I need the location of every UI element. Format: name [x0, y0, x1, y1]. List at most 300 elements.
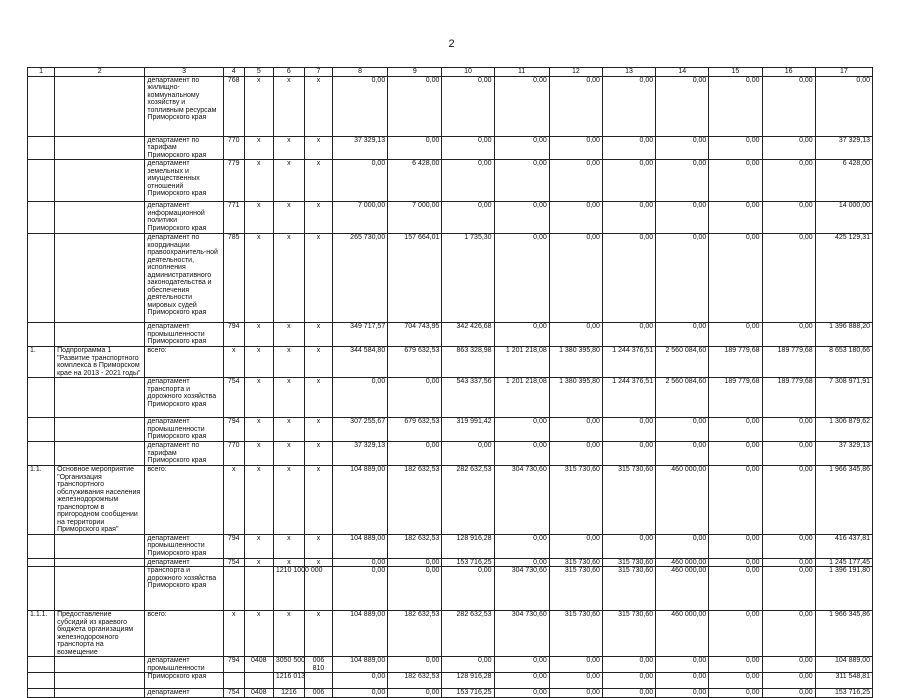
header-cell: 9	[388, 68, 442, 77]
amount-col-10: 1 735,30	[442, 234, 494, 323]
amount-col-15: 0,00	[709, 466, 762, 535]
amount-col-10: 128 916,28	[442, 534, 494, 558]
amount-col-13: 0,00	[602, 657, 655, 673]
row-number	[28, 657, 55, 673]
rzpr-code: х	[244, 466, 273, 535]
rzpr-code: 0408	[244, 689, 273, 698]
amount-col-16: 0,00	[762, 657, 815, 673]
amount-col-13: 0,00	[602, 160, 655, 202]
csr-code: х	[273, 466, 304, 535]
amount-col-11: 0,00	[494, 673, 549, 689]
amount-col-12: 0,00	[549, 76, 602, 136]
amount-col-9: 0,00	[388, 136, 442, 160]
program-name	[55, 136, 145, 160]
amount-col-12: 0,00	[549, 160, 602, 202]
program-name	[55, 323, 145, 347]
grbs-code: 794	[223, 323, 244, 347]
amount-col-13: 0,00	[602, 202, 655, 234]
vr-code: 006 810	[304, 657, 332, 673]
amount-col-15: 189 779,68	[709, 347, 762, 378]
amount-col-8: 7 000,00	[333, 202, 388, 234]
vr-code: х	[304, 202, 332, 234]
grbs-code: х	[223, 347, 244, 378]
amount-col-13: 0,00	[602, 418, 655, 442]
amount-col-14: 460 000,00	[656, 558, 709, 567]
amount-col-14: 0,00	[656, 673, 709, 689]
csr-code: х	[273, 534, 304, 558]
amount-col-11: 0,00	[494, 234, 549, 323]
rzpr-code: х	[244, 558, 273, 567]
amount-col-8: 104 889,00	[333, 466, 388, 535]
header-cell: 10	[442, 68, 494, 77]
amount-col-11: 1 201 218,08	[494, 347, 549, 378]
amount-col-14: 0,00	[656, 76, 709, 136]
amount-col-15: 0,00	[709, 673, 762, 689]
amount-col-9: 0,00	[388, 442, 442, 466]
amount-col-9: 182 632,53	[388, 534, 442, 558]
vr-code: х	[304, 418, 332, 442]
header-row	[28, 68, 873, 77]
program-name: Предоставление субсидий из краевого бюджета организациям железнодорожного транспорта на возмещение	[55, 611, 145, 657]
executor: департамент транспорта и дорожного хозяйства Приморского края	[145, 378, 223, 418]
rzpr-code	[244, 567, 273, 611]
program-name	[55, 418, 145, 442]
amount-col-17: 37 329,13	[815, 442, 872, 466]
program-name	[55, 673, 145, 689]
amount-col-12: 315 730,60	[549, 558, 602, 567]
csr-code: 1210 1000 000	[273, 567, 304, 611]
table-row	[28, 567, 873, 611]
table-row	[28, 202, 873, 234]
amount-col-14: 460 000,00	[656, 466, 709, 535]
executor: транспорта и дорожного хозяйства Приморского края	[145, 567, 223, 611]
amount-col-16: 0,00	[762, 689, 815, 698]
amount-col-12: 0,00	[549, 323, 602, 347]
table-row	[28, 323, 873, 347]
amount-col-14: 0,00	[656, 202, 709, 234]
amount-col-10: 282 632,53	[442, 466, 494, 535]
amount-col-8: 0,00	[333, 76, 388, 136]
vr-code: х	[304, 378, 332, 418]
table-row	[28, 466, 873, 535]
executor: департамент по жилищно-коммунальному хозяйству и топливным ресурсам Приморского края	[145, 76, 223, 136]
amount-col-9: 0,00	[388, 689, 442, 698]
amount-col-16: 0,00	[762, 234, 815, 323]
amount-col-12: 315 730,60	[549, 611, 602, 657]
program-name	[55, 160, 145, 202]
amount-col-16: 0,00	[762, 466, 815, 535]
amount-col-15: 0,00	[709, 534, 762, 558]
grbs-code: 771	[223, 202, 244, 234]
grbs-code: 770	[223, 442, 244, 466]
amount-col-13: 0,00	[602, 323, 655, 347]
amount-col-17: 7 308 971,91	[815, 378, 872, 418]
amount-col-12: 0,00	[549, 202, 602, 234]
amount-col-11: 0,00	[494, 136, 549, 160]
amount-col-8: 265 730,00	[333, 234, 388, 323]
rzpr-code: х	[244, 418, 273, 442]
amount-col-15: 0,00	[709, 558, 762, 567]
row-number: 1.	[28, 347, 55, 378]
amount-col-12: 0,00	[549, 442, 602, 466]
amount-col-13: 0,00	[602, 136, 655, 160]
vr-code: х	[304, 347, 332, 378]
grbs-code: 770	[223, 136, 244, 160]
amount-col-15: 189 779,68	[709, 378, 762, 418]
rzpr-code: х	[244, 534, 273, 558]
program-name	[55, 234, 145, 323]
grbs-code: 754	[223, 378, 244, 418]
amount-col-12: 0,00	[549, 418, 602, 442]
amount-col-15: 0,00	[709, 657, 762, 673]
amount-col-10: 0,00	[442, 567, 494, 611]
vr-code: х	[304, 558, 332, 567]
amount-col-8: 0,00	[333, 567, 388, 611]
program-name: Подпрограмма 1 "Развитие транспортного комплекса в Приморском крае на 2013 - 2021 годы"	[55, 347, 145, 378]
amount-col-9: 679 632,53	[388, 347, 442, 378]
amount-col-16: 0,00	[762, 76, 815, 136]
amount-col-16: 189 779,68	[762, 347, 815, 378]
amount-col-13: 315 730,60	[602, 611, 655, 657]
amount-col-12: 1 380 395,80	[549, 347, 602, 378]
grbs-code: 785	[223, 234, 244, 323]
amount-col-10: 863 328,98	[442, 347, 494, 378]
program-name	[55, 76, 145, 136]
grbs-code: 779	[223, 160, 244, 202]
amount-col-11: 0,00	[494, 442, 549, 466]
executor: департамент по тарифам Приморского края	[145, 136, 223, 160]
grbs-code: 794	[223, 418, 244, 442]
vr-code: х	[304, 160, 332, 202]
vr-code: х	[304, 76, 332, 136]
amount-col-11: 0,00	[494, 418, 549, 442]
row-number	[28, 673, 55, 689]
amount-col-17: 0,00	[815, 76, 872, 136]
vr-code: х	[304, 136, 332, 160]
grbs-code	[223, 567, 244, 611]
header-cell: 15	[709, 68, 762, 77]
amount-col-12: 315 730,60	[549, 466, 602, 535]
amount-col-16: 0,00	[762, 567, 815, 611]
amount-col-17: 14 000,00	[815, 202, 872, 234]
csr-code: х	[273, 76, 304, 136]
vr-code: х	[304, 611, 332, 657]
amount-col-13: 0,00	[602, 76, 655, 136]
rzpr-code: х	[244, 442, 273, 466]
executor: департамент по координации правоохранитель-ной деятельности, исполнения административного законодательства и обеспечения деятельности мировых судей Приморского края	[145, 234, 223, 323]
rzpr-code: х	[244, 378, 273, 418]
grbs-code: 754	[223, 689, 244, 698]
program-name	[55, 567, 145, 611]
amount-col-13: 0,00	[602, 673, 655, 689]
amount-col-15: 0,00	[709, 323, 762, 347]
amount-col-8: 0,00	[333, 160, 388, 202]
header-cell: 8	[333, 68, 388, 77]
row-number	[28, 558, 55, 567]
amount-col-8: 0,00	[333, 673, 388, 689]
executor: Приморского края	[145, 673, 223, 689]
amount-col-9: 7 000,00	[388, 202, 442, 234]
amount-col-10: 282 632,53	[442, 611, 494, 657]
executor: всего:	[145, 611, 223, 657]
grbs-code: 794	[223, 534, 244, 558]
header-cell: 6	[273, 68, 304, 77]
csr-code: х	[273, 136, 304, 160]
vr-code: х	[304, 466, 332, 535]
amount-col-16: 0,00	[762, 418, 815, 442]
amount-col-10: 342 426,68	[442, 323, 494, 347]
header-cell: 1	[28, 68, 55, 77]
amount-col-10: 0,00	[442, 160, 494, 202]
amount-col-17: 425 129,31	[815, 234, 872, 323]
rzpr-code	[244, 673, 273, 689]
rzpr-code: х	[244, 234, 273, 323]
amount-col-8: 0,00	[333, 558, 388, 567]
executor: департамент земельных и имущественных отношений Приморского края	[145, 160, 223, 202]
amount-col-13: 1 244 376,51	[602, 378, 655, 418]
grbs-code: 768	[223, 76, 244, 136]
amount-col-8: 37 329,13	[333, 136, 388, 160]
amount-col-16: 0,00	[762, 202, 815, 234]
amount-col-15: 0,00	[709, 202, 762, 234]
program-name: Основное мероприятие "Организация транспортного обслуживания населения железнодорожным транспортом в пригородном сообщении на территории Приморского края"	[55, 466, 145, 535]
amount-col-17: 153 716,25	[815, 689, 872, 698]
row-number	[28, 202, 55, 234]
amount-col-16: 0,00	[762, 323, 815, 347]
csr-code: х	[273, 611, 304, 657]
grbs-code: 754	[223, 558, 244, 567]
executor: департамент	[145, 689, 223, 698]
table-row	[28, 611, 873, 657]
row-number	[28, 418, 55, 442]
amount-col-15: 0,00	[709, 76, 762, 136]
program-name	[55, 202, 145, 234]
row-number	[28, 136, 55, 160]
executor: департамент	[145, 558, 223, 567]
amount-col-17: 311 548,81	[815, 673, 872, 689]
amount-col-8: 37 329,13	[333, 442, 388, 466]
amount-col-8: 104 889,00	[333, 534, 388, 558]
amount-col-10: 0,00	[442, 202, 494, 234]
amount-col-11: 0,00	[494, 202, 549, 234]
amount-col-11: 0,00	[494, 160, 549, 202]
amount-col-11: 0,00	[494, 76, 549, 136]
row-number	[28, 378, 55, 418]
table-row	[28, 689, 873, 698]
amount-col-14: 0,00	[656, 234, 709, 323]
vr-code: х	[304, 323, 332, 347]
table-row	[28, 136, 873, 160]
header-cell: 3	[145, 68, 223, 77]
amount-col-11: 0,00	[494, 534, 549, 558]
amount-col-10: 153 716,25	[442, 689, 494, 698]
amount-col-15: 0,00	[709, 689, 762, 698]
amount-col-9: 704 743,95	[388, 323, 442, 347]
amount-col-9: 0,00	[388, 567, 442, 611]
program-name	[55, 657, 145, 673]
amount-col-15: 0,00	[709, 418, 762, 442]
csr-code: х	[273, 558, 304, 567]
vr-code: х	[304, 442, 332, 466]
header-cell: 14	[656, 68, 709, 77]
table-row	[28, 378, 873, 418]
amount-col-8: 104 889,00	[333, 611, 388, 657]
vr-code: 006	[304, 689, 332, 698]
amount-col-11: 0,00	[494, 323, 549, 347]
amount-col-16: 0,00	[762, 558, 815, 567]
amount-col-12: 315 730,60	[549, 567, 602, 611]
amount-col-12: 0,00	[549, 534, 602, 558]
header-cell: 17	[815, 68, 872, 77]
amount-col-9: 182 632,53	[388, 466, 442, 535]
csr-code: х	[273, 442, 304, 466]
program-name	[55, 378, 145, 418]
amount-col-15: 0,00	[709, 160, 762, 202]
amount-col-11: 0,00	[494, 558, 549, 567]
row-number	[28, 160, 55, 202]
amount-col-14: 460 000,00	[656, 611, 709, 657]
program-name	[55, 442, 145, 466]
csr-code: х	[273, 378, 304, 418]
amount-col-16: 0,00	[762, 673, 815, 689]
grbs-code: х	[223, 466, 244, 535]
amount-col-14: 0,00	[656, 534, 709, 558]
executor: департамент информационной политики Приморского края	[145, 202, 223, 234]
grbs-code: х	[223, 611, 244, 657]
row-number	[28, 689, 55, 698]
amount-col-14: 0,00	[656, 657, 709, 673]
amount-col-12: 0,00	[549, 234, 602, 323]
csr-code: х	[273, 202, 304, 234]
amount-col-16: 0,00	[762, 442, 815, 466]
vr-code: х	[304, 234, 332, 323]
amount-col-17: 1 245 177,45	[815, 558, 872, 567]
amount-col-11: 304 730,60	[494, 567, 549, 611]
table-row	[28, 418, 873, 442]
amount-col-15: 0,00	[709, 567, 762, 611]
vr-code	[304, 673, 332, 689]
amount-col-10: 0,00	[442, 442, 494, 466]
table-row	[28, 558, 873, 567]
table-row	[28, 160, 873, 202]
csr-code: 3050 500	[273, 657, 304, 673]
amount-col-17: 1 966 345,86	[815, 611, 872, 657]
amount-col-8: 0,00	[333, 378, 388, 418]
amount-col-14: 0,00	[656, 689, 709, 698]
amount-col-10: 543 337,56	[442, 378, 494, 418]
row-number	[28, 234, 55, 323]
row-number	[28, 534, 55, 558]
amount-col-12: 1 380 395,80	[549, 378, 602, 418]
program-name	[55, 689, 145, 698]
csr-code: х	[273, 347, 304, 378]
table-row	[28, 673, 873, 689]
amount-col-15: 0,00	[709, 234, 762, 323]
table-row	[28, 657, 873, 673]
page-number: 2	[448, 38, 455, 50]
amount-col-16: 0,00	[762, 136, 815, 160]
amount-col-16: 0,00	[762, 611, 815, 657]
csr-code: х	[273, 160, 304, 202]
amount-col-8: 0,00	[333, 689, 388, 698]
amount-col-9: 0,00	[388, 657, 442, 673]
executor: всего:	[145, 466, 223, 535]
csr-code: 1216	[273, 689, 304, 698]
program-name	[55, 558, 145, 567]
amount-col-10: 0,00	[442, 136, 494, 160]
header-cell: 5	[244, 68, 273, 77]
csr-code: 1216 013	[273, 673, 304, 689]
amount-col-16: 0,00	[762, 160, 815, 202]
rzpr-code: 0408	[244, 657, 273, 673]
amount-col-13: 0,00	[602, 442, 655, 466]
amount-col-11: 304 730,60	[494, 611, 549, 657]
amount-col-17: 104 889,00	[815, 657, 872, 673]
budget-table	[27, 67, 873, 698]
executor: департамент промышленности Приморского края	[145, 534, 223, 558]
executor: департамент промышленности Приморского края	[145, 323, 223, 347]
amount-col-9: 6 428,00	[388, 160, 442, 202]
amount-col-9: 0,00	[388, 76, 442, 136]
amount-col-15: 0,00	[709, 611, 762, 657]
amount-col-14: 0,00	[656, 418, 709, 442]
vr-code: х	[304, 534, 332, 558]
rzpr-code: х	[244, 347, 273, 378]
executor: департамент промышленности	[145, 657, 223, 673]
row-number: 1.1.1.	[28, 611, 55, 657]
amount-col-17: 1 306 879,62	[815, 418, 872, 442]
amount-col-10: 0,00	[442, 657, 494, 673]
rzpr-code: х	[244, 202, 273, 234]
amount-col-11: 304 730,60	[494, 466, 549, 535]
amount-col-8: 307 255,67	[333, 418, 388, 442]
rzpr-code: х	[244, 160, 273, 202]
amount-col-8: 344 584,80	[333, 347, 388, 378]
amount-col-17: 1 396 191,80	[815, 567, 872, 611]
csr-code: х	[273, 323, 304, 347]
header-cell: 2	[55, 68, 145, 77]
amount-col-12: 0,00	[549, 689, 602, 698]
amount-col-16: 189 779,68	[762, 378, 815, 418]
amount-col-17: 416 437,81	[815, 534, 872, 558]
amount-col-13: 1 244 376,51	[602, 347, 655, 378]
row-number	[28, 76, 55, 136]
amount-col-14: 2 560 084,60	[656, 378, 709, 418]
amount-col-14: 0,00	[656, 323, 709, 347]
header-cell: 11	[494, 68, 549, 77]
amount-col-12: 0,00	[549, 657, 602, 673]
amount-col-15: 0,00	[709, 442, 762, 466]
amount-col-14: 460 000,00	[656, 567, 709, 611]
header-cell: 13	[602, 68, 655, 77]
amount-col-10: 153 716,25	[442, 558, 494, 567]
executor: департамент по тарифам Приморского края	[145, 442, 223, 466]
header-cell: 7	[304, 68, 332, 77]
amount-col-17: 8 653 180,66	[815, 347, 872, 378]
amount-col-12: 0,00	[549, 136, 602, 160]
amount-col-11: 0,00	[494, 657, 549, 673]
amount-col-11: 0,00	[494, 689, 549, 698]
csr-code: х	[273, 418, 304, 442]
table-row	[28, 534, 873, 558]
amount-col-9: 182 632,53	[388, 611, 442, 657]
table-row	[28, 234, 873, 323]
amount-col-17: 1 966 345,86	[815, 466, 872, 535]
amount-col-9: 182 632,53	[388, 673, 442, 689]
amount-col-13: 0,00	[602, 689, 655, 698]
amount-col-15: 0,00	[709, 136, 762, 160]
row-number	[28, 323, 55, 347]
